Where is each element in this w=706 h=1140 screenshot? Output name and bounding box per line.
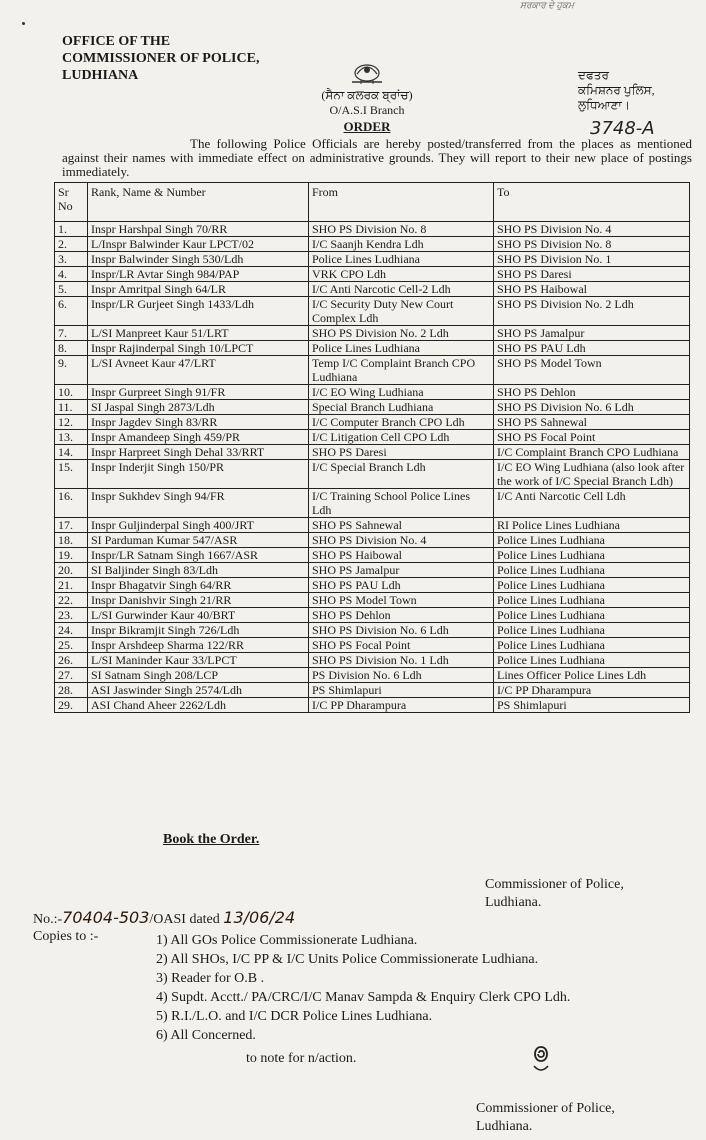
table-row	[55, 445, 690, 460]
copy-item: 6) All Concerned.	[156, 1028, 256, 1043]
cell-rank: Inspr/LR Avtar Singh 984/PAP	[88, 267, 309, 282]
cell-to: RI Police Lines Ludhiana	[494, 518, 690, 533]
cell-sr: 29.	[55, 698, 88, 713]
cell-sr: 17.	[55, 518, 88, 533]
table-row	[55, 578, 690, 593]
cell-to: I/C PP Dharampura	[494, 683, 690, 698]
header-sr: Sr No	[55, 183, 88, 222]
signature-icon	[528, 1044, 554, 1076]
table-row	[55, 518, 690, 533]
cell-to: SHO PS Model Town	[494, 356, 690, 385]
cell-rank: SI Baljinder Singh 83/Ldh	[88, 563, 309, 578]
cell-sr: 26.	[55, 653, 88, 668]
cell-from: I/C PP Dharampura	[309, 698, 494, 713]
cell-to: SHO PS Division No. 8	[494, 237, 690, 252]
punjabi-line-2: ਕਮਿਸ਼ਨਰ ਪੁਲਿਸ,	[578, 83, 655, 97]
table-row	[55, 593, 690, 608]
cell-rank: Inspr Rajinderpal Singh 10/LPCT	[88, 341, 309, 356]
cell-from: I/C Security Duty New Court Complex Ldh	[309, 297, 494, 326]
cell-rank: SI Parduman Kumar 547/ASR	[88, 533, 309, 548]
cell-from: SHO PS Daresi	[309, 445, 494, 460]
header-from: From	[309, 183, 494, 222]
cell-sr: 21.	[55, 578, 88, 593]
cell-to: SHO PS Jamalpur	[494, 326, 690, 341]
cell-sr: 10.	[55, 385, 88, 400]
cell-to: SHO PS Division No. 1	[494, 252, 690, 267]
cell-to: Police Lines Ludhiana	[494, 593, 690, 608]
table-row	[55, 297, 690, 326]
cell-to: SHO PS Sahnewal	[494, 415, 690, 430]
cell-sr: 7.	[55, 326, 88, 341]
header-rank: Rank, Name & Number	[88, 183, 309, 222]
cell-sr: 9.	[55, 356, 88, 385]
cell-rank: Inspr Arshdeep Sharma 122/RR	[88, 638, 309, 653]
cell-rank: L/SI Gurwinder Kaur 40/BRT	[88, 608, 309, 623]
signature-2-line-2: Ludhiana.	[476, 1119, 533, 1134]
cell-to: I/C Complaint Branch CPO Ludhiana	[494, 445, 690, 460]
cell-from: SHO PS Dehlon	[309, 608, 494, 623]
cell-rank: L/SI Avneet Kaur 47/LRT	[88, 356, 309, 385]
table-row	[55, 653, 690, 668]
order-number-handwritten: 70404-503	[62, 908, 150, 927]
cell-rank: Inspr Danishvir Singh 21/RR	[88, 593, 309, 608]
cell-from: I/C Computer Branch CPO Ldh	[309, 415, 494, 430]
cell-from: Police Lines Ludhiana	[309, 252, 494, 267]
cell-to: SHO PS Division No. 4	[494, 222, 690, 237]
punjabi-heading	[578, 68, 655, 113]
copy-item: 3) Reader for O.B .	[156, 971, 265, 986]
book-order-text: Book the Order.	[163, 832, 260, 847]
copy-item: 4) Supdt. Acctt./ PA/CRC/I/C Manav Sampda & Enquiry Clerk CPO Ldh.	[156, 990, 571, 1005]
cell-from: SHO PS Division No. 6 Ldh	[309, 623, 494, 638]
cell-sr: 12.	[55, 415, 88, 430]
cell-from: SHO PS Focal Point	[309, 638, 494, 653]
cell-sr: 6.	[55, 297, 88, 326]
cell-to: Police Lines Ludhiana	[494, 578, 690, 593]
cell-from: SHO PS Division No. 2 Ldh	[309, 326, 494, 341]
cell-sr: 23.	[55, 608, 88, 623]
cell-rank: Inspr Bikramjit Singh 726/Ldh	[88, 623, 309, 638]
signature-block-2	[476, 1100, 615, 1136]
handwritten-number: 3748-A	[590, 118, 655, 139]
copy-item: 5) R.I./L.O. and I/C DCR Police Lines Ludhiana.	[156, 1009, 433, 1024]
cell-rank: SI Jaspal Singh 2873/Ldh	[88, 400, 309, 415]
cell-to: Police Lines Ludhiana	[494, 533, 690, 548]
cell-to: Police Lines Ludhiana	[494, 623, 690, 638]
table-row	[55, 548, 690, 563]
cell-rank: Inspr/LR Satnam Singh 1667/ASR	[88, 548, 309, 563]
table-row	[55, 326, 690, 341]
cell-sr: 20.	[55, 563, 88, 578]
table-row	[55, 385, 690, 400]
cell-rank: Inspr Inderjit Singh 150/PR	[88, 460, 309, 489]
cell-from: I/C Litigation Cell CPO Ldh	[309, 430, 494, 445]
table-row	[55, 415, 690, 430]
order-number	[33, 908, 295, 928]
cell-from: SHO PS Division No. 1 Ldh	[309, 653, 494, 668]
cell-to: SHO PS Focal Point	[494, 430, 690, 445]
cell-sr: 25.	[55, 638, 88, 653]
cell-to: I/C Anti Narcotic Cell Ldh	[494, 489, 690, 518]
cell-rank: Inspr Harshpal Singh 70/RR	[88, 222, 309, 237]
cell-from: SHO PS Division No. 8	[309, 222, 494, 237]
copy-item: 1) All GOs Police Commissionerate Ludhiana.	[156, 933, 418, 948]
emblem-icon	[348, 58, 386, 86]
cell-rank: Inspr Amandeep Singh 459/PR	[88, 430, 309, 445]
cell-rank: Inspr/LR Gurjeet Singh 1433/Ldh	[88, 297, 309, 326]
signature-line-2: Ludhiana.	[485, 895, 542, 910]
cell-from: I/C Saanjh Kendra Ldh	[309, 237, 494, 252]
cell-to: PS Shimlapuri	[494, 698, 690, 713]
order-title: ORDER	[343, 119, 391, 134]
office-line-2: COMMISSIONER OF POLICE,	[62, 51, 260, 66]
cell-sr: 19.	[55, 548, 88, 563]
office-line-1: OFFICE OF THE	[62, 34, 171, 49]
cell-to: Police Lines Ludhiana	[494, 548, 690, 563]
cell-to: SHO PS Dehlon	[494, 385, 690, 400]
cell-from: SHO PS Model Town	[309, 593, 494, 608]
table-row	[55, 533, 690, 548]
cell-rank: Inspr Sukhdev Singh 94/FR	[88, 489, 309, 518]
top-scribble: ਸਰਕਾਰ ਦੇ ਹੁਕਮ	[520, 0, 574, 10]
cell-from: PS Shimlapuri	[309, 683, 494, 698]
cell-rank: Inspr Jagdev Singh 83/RR	[88, 415, 309, 430]
cell-from: PS Division No. 6 Ldh	[309, 668, 494, 683]
table-row	[55, 668, 690, 683]
cell-from: Police Lines Ludhiana	[309, 341, 494, 356]
punjabi-line-3: ਲੁਧਿਆਣਾ।	[578, 98, 630, 112]
table-row	[55, 460, 690, 489]
table-row	[55, 400, 690, 415]
cell-sr: 8.	[55, 341, 88, 356]
cell-sr: 11.	[55, 400, 88, 415]
intro-text: The following Police Officials are hereby posted/transferred from the places as mentioned against their names with immediate effect on administrative grounds. They will report to their new place of postings immediately.	[62, 136, 692, 179]
copy-item: 2) All SHOs, I/C PP & I/C Units Police Commissionerate Ludhiana.	[156, 952, 539, 967]
table-row	[55, 222, 690, 237]
cell-sr: 27.	[55, 668, 88, 683]
cell-from: SHO PS Haibowal	[309, 548, 494, 563]
cell-rank: L/SI Manpreet Kaur 51/LRT	[88, 326, 309, 341]
cell-from: I/C Special Branch Ldh	[309, 460, 494, 489]
table-row	[55, 252, 690, 267]
branch-heading	[312, 58, 422, 134]
table-row	[55, 623, 690, 638]
cell-from: SHO PS PAU Ldh	[309, 578, 494, 593]
order-number-middle: /OASI dated	[149, 912, 220, 927]
cell-to: SHO PS PAU Ldh	[494, 341, 690, 356]
header-to: To	[494, 183, 690, 222]
cell-rank: Inspr Gurpreet Singh 91/FR	[88, 385, 309, 400]
signature-line-1: Commissioner of Police,	[485, 877, 624, 892]
table-row	[55, 698, 690, 713]
cell-rank: ASI Jaswinder Singh 2574/Ldh	[88, 683, 309, 698]
cell-sr: 28.	[55, 683, 88, 698]
cell-to: SHO PS Haibowal	[494, 282, 690, 297]
office-line-3: LUDHIANA	[62, 68, 139, 83]
table-row	[55, 341, 690, 356]
cell-sr: 4.	[55, 267, 88, 282]
table-row	[55, 430, 690, 445]
cell-sr: 14.	[55, 445, 88, 460]
cell-from: VRK CPO Ldh	[309, 267, 494, 282]
table-row	[55, 563, 690, 578]
cell-to: SHO PS Division No. 2 Ldh	[494, 297, 690, 326]
table-row	[55, 489, 690, 518]
cell-sr: 5.	[55, 282, 88, 297]
table-row	[55, 267, 690, 282]
cell-from: SHO PS Jamalpur	[309, 563, 494, 578]
cell-to: Police Lines Ludhiana	[494, 563, 690, 578]
order-number-prefix: No.:-	[33, 912, 63, 927]
cell-rank: Inspr Bhagatvir Singh 64/RR	[88, 578, 309, 593]
cell-to: Police Lines Ludhiana	[494, 608, 690, 623]
cell-from: Special Branch Ludhiana	[309, 400, 494, 415]
intro-paragraph	[62, 137, 692, 179]
cell-rank: Inspr Amritpal Singh 64/LR	[88, 282, 309, 297]
cell-sr: 15.	[55, 460, 88, 489]
note-text: to note for n/action.	[246, 1051, 357, 1066]
postings-table	[54, 182, 690, 713]
cell-from: SHO PS Division No. 4	[309, 533, 494, 548]
copies-label: Copies to :-	[33, 929, 99, 944]
cell-to: Lines Officer Police Lines Ldh	[494, 668, 690, 683]
branch-name: O/A.S.I Branch	[329, 103, 405, 117]
table-row	[55, 638, 690, 653]
table-row	[55, 683, 690, 698]
cell-from: SHO PS Sahnewal	[309, 518, 494, 533]
cell-rank: SI Satnam Singh 208/LCP	[88, 668, 309, 683]
cell-from: I/C Anti Narcotic Cell-2 Ldh	[309, 282, 494, 297]
signature-2-line-1: Commissioner of Police,	[476, 1101, 615, 1116]
punjabi-line-1: ਦਫਤਰ	[578, 68, 609, 82]
cell-rank: L/Inspr Balwinder Kaur LPCT/02	[88, 237, 309, 252]
cell-to: SHO PS Daresi	[494, 267, 690, 282]
cell-sr: 1.	[55, 222, 88, 237]
cell-rank: L/SI Maninder Kaur 33/LPCT	[88, 653, 309, 668]
cell-rank: ASI Chand Aheer 2262/Ldh	[88, 698, 309, 713]
table-row	[55, 356, 690, 385]
cell-from: Temp I/C Complaint Branch CPO Ludhiana	[309, 356, 494, 385]
table-row	[55, 282, 690, 297]
table-header-row	[55, 183, 690, 222]
table-row	[55, 237, 690, 252]
cell-sr: 18.	[55, 533, 88, 548]
cell-sr: 13.	[55, 430, 88, 445]
cell-to: I/C EO Wing Ludhiana (also look after the work of I/C Special Branch Ldh)	[494, 460, 690, 489]
cell-from: I/C EO Wing Ludhiana	[309, 385, 494, 400]
signature-block	[485, 876, 624, 912]
cell-to: SHO PS Division No. 6 Ldh	[494, 400, 690, 415]
cell-sr: 3.	[55, 252, 88, 267]
cell-to: Police Lines Ludhiana	[494, 653, 690, 668]
paper-mark	[22, 22, 25, 25]
cell-sr: 2.	[55, 237, 88, 252]
copies-list	[156, 931, 570, 1045]
cell-sr: 16.	[55, 489, 88, 518]
order-date-handwritten: 13/06/24	[223, 908, 296, 927]
office-heading	[62, 33, 259, 84]
cell-sr: 22.	[55, 593, 88, 608]
branch-punjabi: (ਸੈਨਾ ਕਲਰਕ ਬ੍ਰਾਂਚ)	[321, 88, 413, 102]
cell-rank: Inspr Harpreet Singh Dehal 33/RRT	[88, 445, 309, 460]
table-row	[55, 608, 690, 623]
cell-rank: Inspr Balwinder Singh 530/Ldh	[88, 252, 309, 267]
cell-from: I/C Training School Police Lines Ldh	[309, 489, 494, 518]
cell-rank: Inspr Guljinderpal Singh 400/JRT	[88, 518, 309, 533]
cell-sr: 24.	[55, 623, 88, 638]
cell-to: Police Lines Ludhiana	[494, 638, 690, 653]
